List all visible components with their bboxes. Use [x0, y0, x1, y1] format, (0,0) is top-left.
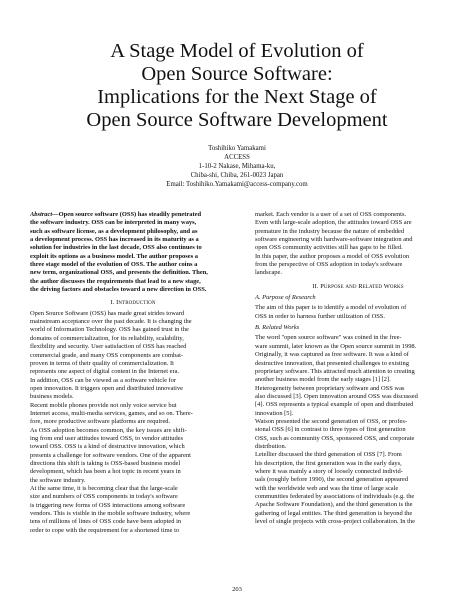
abstract-line: such as software license, as a development philosophy, and as: [30, 227, 198, 235]
abstract-line: a development process. OSS has increased in its maturity as a: [30, 236, 199, 244]
text-line: represents one aspect of digital content in the Internet era.: [30, 368, 180, 376]
abstract-label: Abstract—: [30, 211, 59, 218]
paragraph: [30, 485, 236, 535]
text-line: from the perspective of OSS adoption in today's software: [255, 261, 403, 269]
paragraph: [255, 385, 461, 418]
text-line: OSS, such as community OSS, sponsored OSS, and corporate: [255, 434, 415, 442]
text-line: mainstream acceptance over the past decade. It is changing the: [30, 318, 192, 326]
text-line: is triggering new forms of OSS interactions among software: [30, 501, 186, 509]
text-line: In this paper, the author proposes a model of OSS evolution: [255, 252, 410, 260]
paragraph: [255, 253, 461, 278]
author-address: 1-10-2 Nakase, Mihama-ku,: [198, 162, 276, 170]
paragraph: [30, 377, 236, 402]
text-line: software engineering with hardware-software integration and: [255, 236, 413, 244]
text-line: Open Source Software (OSS) has made great strides toward: [30, 309, 185, 317]
author-name: Toshihiko Yamakami: [208, 145, 266, 152]
text-line: sional OSS [6] in contrast to three types of first generation: [255, 426, 406, 434]
text-line: the software industry.: [30, 476, 86, 484]
paragraph: [255, 451, 461, 526]
text-line: OSS in order to harness further utilization of OSS.: [255, 312, 385, 320]
page-number: 203: [232, 586, 242, 593]
text-line: proprietary software. This attracted much attention to creating: [255, 367, 415, 375]
text-line: gathering of legal entities. The third generation is beyond the: [255, 509, 413, 517]
text-line: [4]. OSS represents a typical example of open and distributed: [255, 401, 414, 409]
text-line: fore, more productive software platforms are required.: [30, 418, 171, 426]
text-line: innovation [5].: [255, 409, 294, 417]
paragraph: [255, 418, 461, 451]
subsection-heading: B. Related Works: [255, 324, 300, 332]
paragraph: [255, 211, 461, 253]
paragraph: [30, 402, 236, 427]
left-column: [30, 211, 236, 535]
text-line: Internet access, multi-media services, games, and so on. There-: [30, 409, 193, 417]
text-line: open innovation. It triggers open and distributed innovative: [30, 384, 184, 392]
text-line: Apache Software Foundation), and the third generation is the: [255, 501, 413, 509]
paragraph: [255, 334, 461, 384]
text-line: uals (roughly before 1990), the second generation appeared: [255, 476, 409, 484]
abstract-line: the software industry. OSS can be interpreted in many ways,: [30, 219, 197, 227]
title-line: Open Source Software:: [141, 63, 333, 85]
abstract-line: solution for industries in the last decade, OSS also continues to: [30, 244, 202, 252]
text-line: size and numbers of OSS components in today's software: [30, 493, 178, 501]
text-line: The word "open source software" was coined in the free-: [255, 334, 402, 342]
text-line: Heterogeneity between proprietary software and OSS was: [255, 384, 405, 392]
text-line: proven in terms of their quality of commercialization. It: [30, 359, 174, 367]
author-affiliation: ACCESS: [224, 153, 250, 161]
text-line: ing from end user attitudes toward OSS, to vendor attitudes: [30, 434, 184, 442]
title-line: Open Source Software Development: [86, 109, 388, 131]
text-line: Letellier discussed the third generation of OSS [7]. From: [255, 451, 402, 459]
text-line: open OSS community activities still has gaps to be filled.: [255, 244, 403, 252]
text-line: directions this shift is taking is OSS-based business model: [30, 459, 181, 467]
text-line: domains of commercialization, for its reliability, scalability,: [30, 334, 184, 342]
text-line: ware summit, later known as the Open source summit in 1998.: [255, 342, 417, 350]
section-heading: I. Introduction: [110, 299, 156, 307]
abstract-line: Abstract—Open source software (OSS) has steadily penetrated: [30, 211, 202, 218]
text-line: Watson presented the second generation of OSS, or profes-: [255, 417, 407, 425]
text-line: another business model from the early stages [1] [2].: [255, 376, 391, 384]
text-line: communities federated by associations of individuals (e.g. the: [255, 493, 415, 500]
text-line: business models.: [30, 393, 74, 401]
text-line: landscape.: [255, 269, 282, 277]
text-line: premature in the industry because the nature of embedded: [255, 227, 405, 235]
section-heading: II. Purpose and Related Works: [312, 282, 404, 290]
text-line: As OSS adoption becomes common, the key issues are shift-: [30, 426, 187, 434]
text-line: his description, the first generation was in the early days,: [255, 459, 402, 467]
text-line: Originally, it was captured as free software. It was a kind of: [255, 351, 409, 359]
author-address: Chiba-shi, Chiba, 261-0023 Japan: [190, 171, 284, 179]
text-line: level of single projects with cross-project collaboration. In the: [255, 518, 415, 526]
abstract: [30, 211, 236, 294]
text-line: market. Each vendor is a user of a set of OSS components.: [255, 211, 407, 218]
abstract-line: exploit its options as a business model. The author proposes a: [30, 252, 198, 260]
author-block: [100, 145, 374, 190]
text-line: destructive innovation, that presented challenges to existing: [255, 359, 409, 367]
paragraph: [255, 304, 461, 321]
paragraph: [30, 427, 236, 485]
text-line: At the same time, it is becoming clear that the large-scale: [30, 485, 178, 492]
text-line: world of Information Technology. OSS has gained trust in the: [30, 326, 189, 334]
text-line: presents a challenge for software vendors. One of the apparent: [30, 451, 191, 459]
text-line: The aim of this paper is to identify a model of evolution of: [255, 304, 407, 312]
text-line: development, which has been a hot topic in recent years in: [30, 468, 181, 476]
abstract-line: new term, organizational OSS, and presents the definition. Then,: [30, 269, 208, 277]
text-line: Recent mobile phones provide not only voice service but: [30, 401, 177, 409]
text-line: distribution.: [255, 442, 287, 450]
text-line: toward OSS. OSS is a kind of destructive innovation, which: [30, 443, 185, 451]
abstract-line: the author discusses the requirements that lead to a new stage,: [30, 277, 201, 285]
text-line: Even with large-scale adoption, the attitudes toward OSS are: [255, 219, 412, 227]
text-line: In addition, OSS can be viewed as a software vehicle for: [30, 376, 177, 384]
abstract-line: three stage model of the evolution of OSS. The author coins a: [30, 261, 198, 269]
right-column: [255, 211, 461, 526]
text-line: tens of millions of lines of OSS code have been adopted in: [30, 518, 182, 526]
text-line: with the worldwide web and was the time of large scale: [255, 484, 399, 492]
abstract-line: the driving factors and obstacles toward a new direction in OSS.: [30, 286, 207, 294]
paragraph: [30, 310, 236, 377]
text-line: flexibility and security. User satisfaction of OSS has reached: [30, 343, 187, 351]
title-line: A Stage Model of Evolution of: [110, 40, 364, 62]
text-line: commercial grade, and many OSS components are combat-: [30, 351, 184, 359]
author-email: Email: Toshihiko.Yamakami@access-company.com: [166, 180, 308, 188]
text-line: vendors. This is visible in the mobile software industry, where: [30, 510, 191, 518]
text-line: order to cope with the requirement for a shortened time to: [30, 526, 180, 534]
text-line: also discussed [3]. Open innovation around OSS was discussed: [255, 392, 418, 400]
paper-title: [20, 40, 454, 132]
subsection-heading: A. Purpose of Research: [255, 294, 316, 302]
text-line: where it was mainly a story of loosely connected individ-: [255, 467, 403, 475]
title-line: Implications for the Next Stage of: [97, 86, 377, 108]
